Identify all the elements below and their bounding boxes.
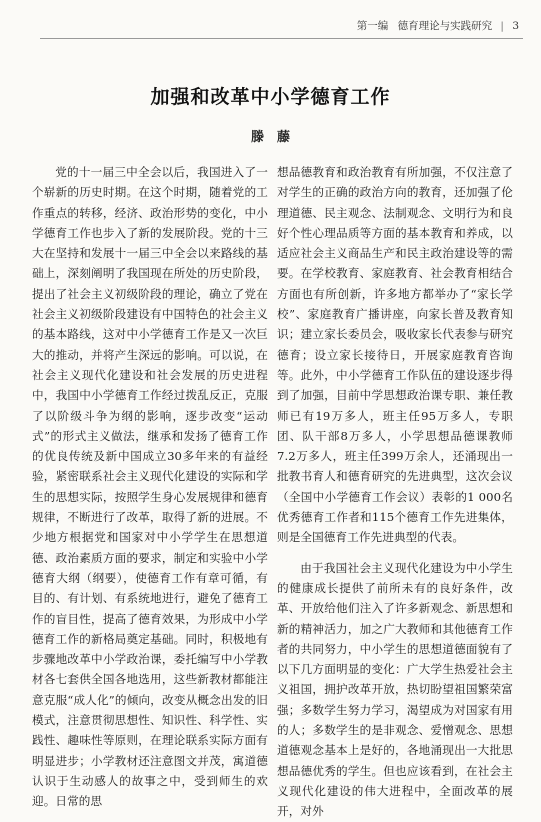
header-book-title: 德育理论与实践研究 — [397, 20, 493, 32]
paragraph-2: 由于我国社会主义现代化建设为中小学生的健康成长提供了前所未有的良好条件，改革、开放给他们注入了许多新观念、新思想和新的精神活力，加之广大教师和其他德育工作者的共同努力，中小学生的思想道德面貌有了以下几方面明显的变化：广大学生热爱社会主义祖国，拥护改革开放，热切盼望祖国繁荣富强；多数学生努力学习，渴望成为对国家有用的人；多数学生的是非观念、爱憎观念、思想道德观念基本上是好的，各地涌现出一大批思想品德优秀的学生。但也应该看到，在社会主义现代化建设的伟大进程中，全面改革的展开，对外 — [277, 560, 513, 819]
article-author: 滕 藤 — [250, 130, 290, 145]
paragraph-1: 党的十一届三中全会以后，我国进入了一个崭新的历史时期。在这个时期，随着党的工作重点的转移，经济、政治形势的变化，中小学德育工作也步入了新的发展阶段。党的十三大在坚持和发展十一届三中全会以来路线的基础上，深刻阐明了我国现在所处的历史阶段，提出了社会主义初级阶段的理论，确立了党在社会主义初级阶段建设有中国特色的社会主义的基本路线，这对中小学德育工作是又一次巨大的推动，并将产生深远的影响。可以说，在社会主义现代化建设和社会发展的历史进程中，我国中小学德育工作经过拨乱反正，克服了以阶级斗争为纲的影响，逐步改变“运动式”的形式主义做法，继承和发扬了德育工作的优良传统及新中国成立30多年来的有益经验，紧密联系社会主义现代化建设的实际和学生的思想实际，按照学生身心发展规律和德育规律，不断进行了改革，取得了新的进展。不少地方根据党和国家对中小学学生在思想道德、政治素质方面的要求，制定和实验中小学德育大纲（纲要），使德育工作有章可循，有目的、有计划、有系统地进行，避免了德育工作的盲目性，提高了德育效果，为形成中小学德育工作的新格局奠定基础。同时，积极地有步骤地改革中小学政治课，委托编写中小学教材各七套供全国各地选用，这些新教材都能注意克服“成人化”的倾向，改变从概念出发的旧模式，注意贯彻思想性、知识性、科学性、实践性、趣味性等原则，在理论联系实际方面有明显进步；小学教材还注意图文并茂，寓道德认识于生动感人的故事之中，受到师生的欢迎。日常的思 — [32, 165, 268, 809]
header-part: 第一编 — [356, 20, 389, 32]
page-number: 3 — [512, 20, 519, 32]
header-rule — [40, 38, 523, 39]
article-title: 加强和改革中小学德育工作 — [150, 86, 391, 108]
right-column — [277, 162, 513, 822]
header-separator: | — [500, 20, 504, 32]
running-header — [357, 18, 519, 33]
paragraph-1-continued: 想品德教育和政治教育有所加强，不仅注意了对学生的正确的政治方向的教育，还加强了伦理道德、民主观念、法制观念、文明行为和良好个性心理品质等方面的基本教育和养成，以适应社会主义商品生产和民主政治建设等的需要。在学校教育、家庭教育、社会教育相结合方面也有所创新，许多地方都举办了“家长学校”、家庭教育广播讲座，向家长普及教育知识；建立家长委员会，吸收家长代表参与研究德育；设立家长接待日，开展家庭教育咨询等。此外，中小学德育工作队伍的建设逐步得到了加强，目前中学思想政治课专职、兼任教师已有19万多人，班主任95万多人，专职团、队干部8万多人，小学思想品德课教师7.2万多人，班主任399万余人，还涌现出一批教书育人和德育研究的先进典型，这次会议（全国中小学德育工作会议）表彰的1 000名优秀德育工作者和115个德育工作先进集体，则是全国德育工作先进典型的代表。 — [277, 165, 513, 545]
left-column — [32, 162, 268, 812]
